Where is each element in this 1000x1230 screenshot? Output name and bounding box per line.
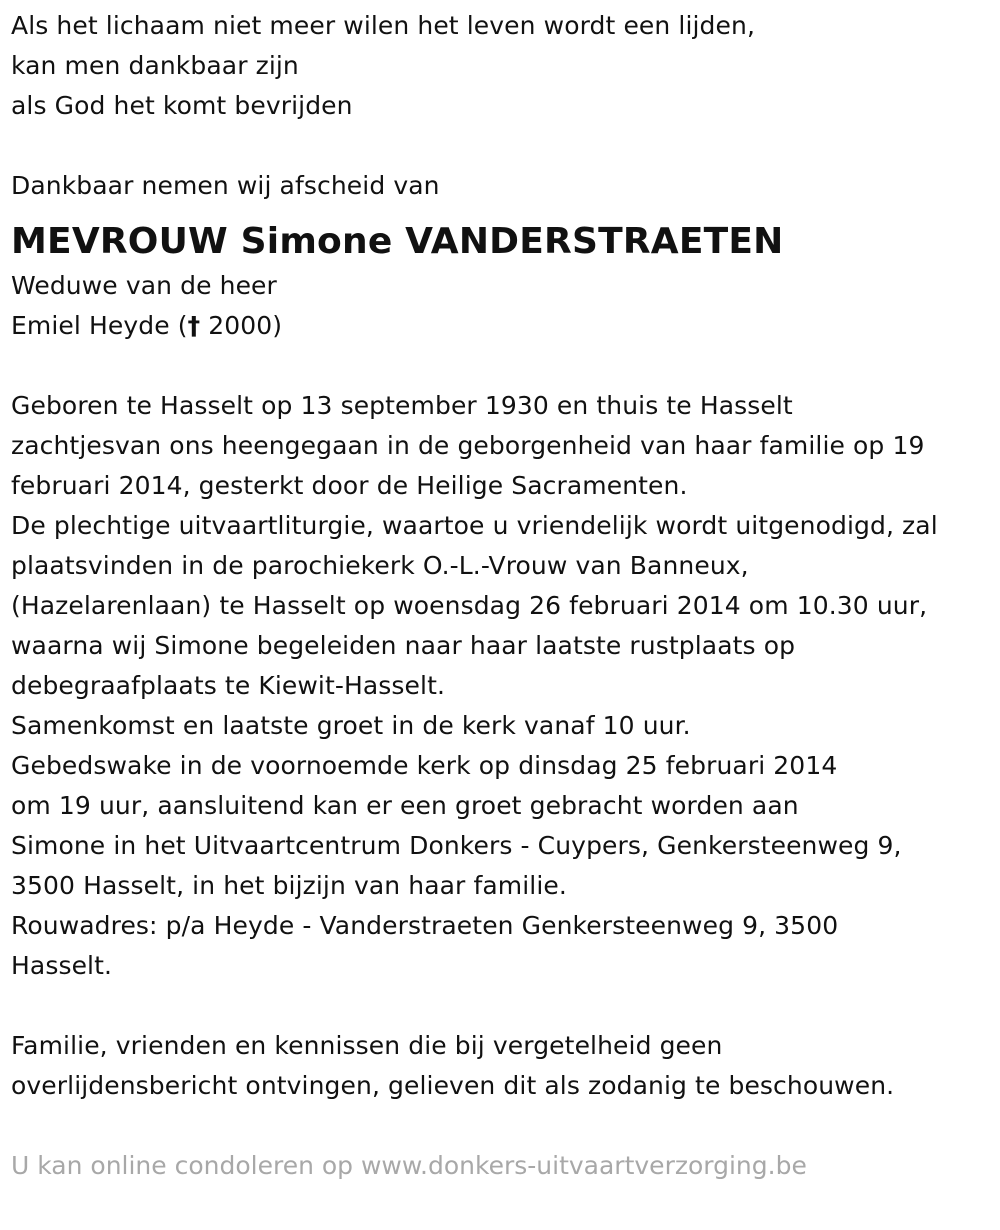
body-line: Geboren te Hasselt op 13 september 1930 en thuis te Hasselt xyxy=(11,391,793,420)
intro-text: Dankbaar nemen wij afscheid van xyxy=(11,171,440,200)
body-line: Samenkomst en laatste groet in de kerk vanaf 10 uur. xyxy=(11,711,691,740)
body-text xyxy=(11,386,1000,986)
spacer xyxy=(11,986,1000,1026)
deceased-name: MEVROUW Simone VANDERSTRAETEN xyxy=(11,221,784,262)
closing-line: overlijdensbericht ontvingen, gelieven dit als zodanig te beschouwen. xyxy=(11,1071,895,1100)
body-line: zachtjesvan ons heengegaan in de geborgenheid van haar familie op 19 xyxy=(11,431,925,460)
cross-icon: † xyxy=(187,311,201,340)
closing-text xyxy=(11,1026,1000,1106)
body-line: (Hazelarenlaan) te Hasselt op woensdag 26 februari 2014 om 10.30 uur, xyxy=(11,591,928,620)
body-line: Rouwadres: p/a Heyde - Vanderstraeten Genkersteenweg 9, 3500 xyxy=(11,911,839,940)
spacer xyxy=(11,346,1000,386)
poem-line: Als het lichaam niet meer wilen het leven wordt een lijden, xyxy=(11,11,755,40)
body-line: debegraafplaats te Kiewit-Hasselt. xyxy=(11,671,446,700)
body-line: februari 2014, gesterkt door de Heilige Sacramenten. xyxy=(11,471,688,500)
body-line: waarna wij Simone begeleiden naar haar laatste rustplaats op xyxy=(11,631,796,660)
closing-line: Familie, vrienden en kennissen die bij vergetelheid geen xyxy=(11,1031,723,1060)
poem-line: kan men dankbaar zijn xyxy=(11,51,299,80)
poem-line: als God het komt bevrijden xyxy=(11,91,353,120)
body-line: Gebedswake in de voornoemde kerk op dinsdag 25 februari 2014 xyxy=(11,751,838,780)
spouse-text xyxy=(11,306,1000,346)
body-line: om 19 uur, aansluitend kan er een groet gebracht worden aan xyxy=(11,791,799,820)
relation-text: Weduwe van de heer xyxy=(11,271,277,300)
body-line: Simone in het Uitvaartcentrum Donkers - Cuypers, Genkersteenweg 9, xyxy=(11,831,902,860)
spouse-prefix: Emiel Heyde ( xyxy=(11,311,188,340)
spouse-suffix: 2000) xyxy=(200,311,283,340)
body-line: Hasselt. xyxy=(11,951,113,980)
condolence-footer: U kan online condoleren op www.donkers-uitvaartverzorging.be xyxy=(11,1151,807,1180)
body-line: plaatsvinden in de parochiekerk O.-L.-Vrouw van Banneux, xyxy=(11,551,749,580)
spacer xyxy=(11,126,1000,166)
body-line: De plechtige uitvaartliturgie, waartoe u vriendelijk wordt uitgenodigd, zal xyxy=(11,511,938,540)
poem xyxy=(11,6,1000,126)
body-line: 3500 Hasselt, in het bijzijn van haar familie. xyxy=(11,871,567,900)
